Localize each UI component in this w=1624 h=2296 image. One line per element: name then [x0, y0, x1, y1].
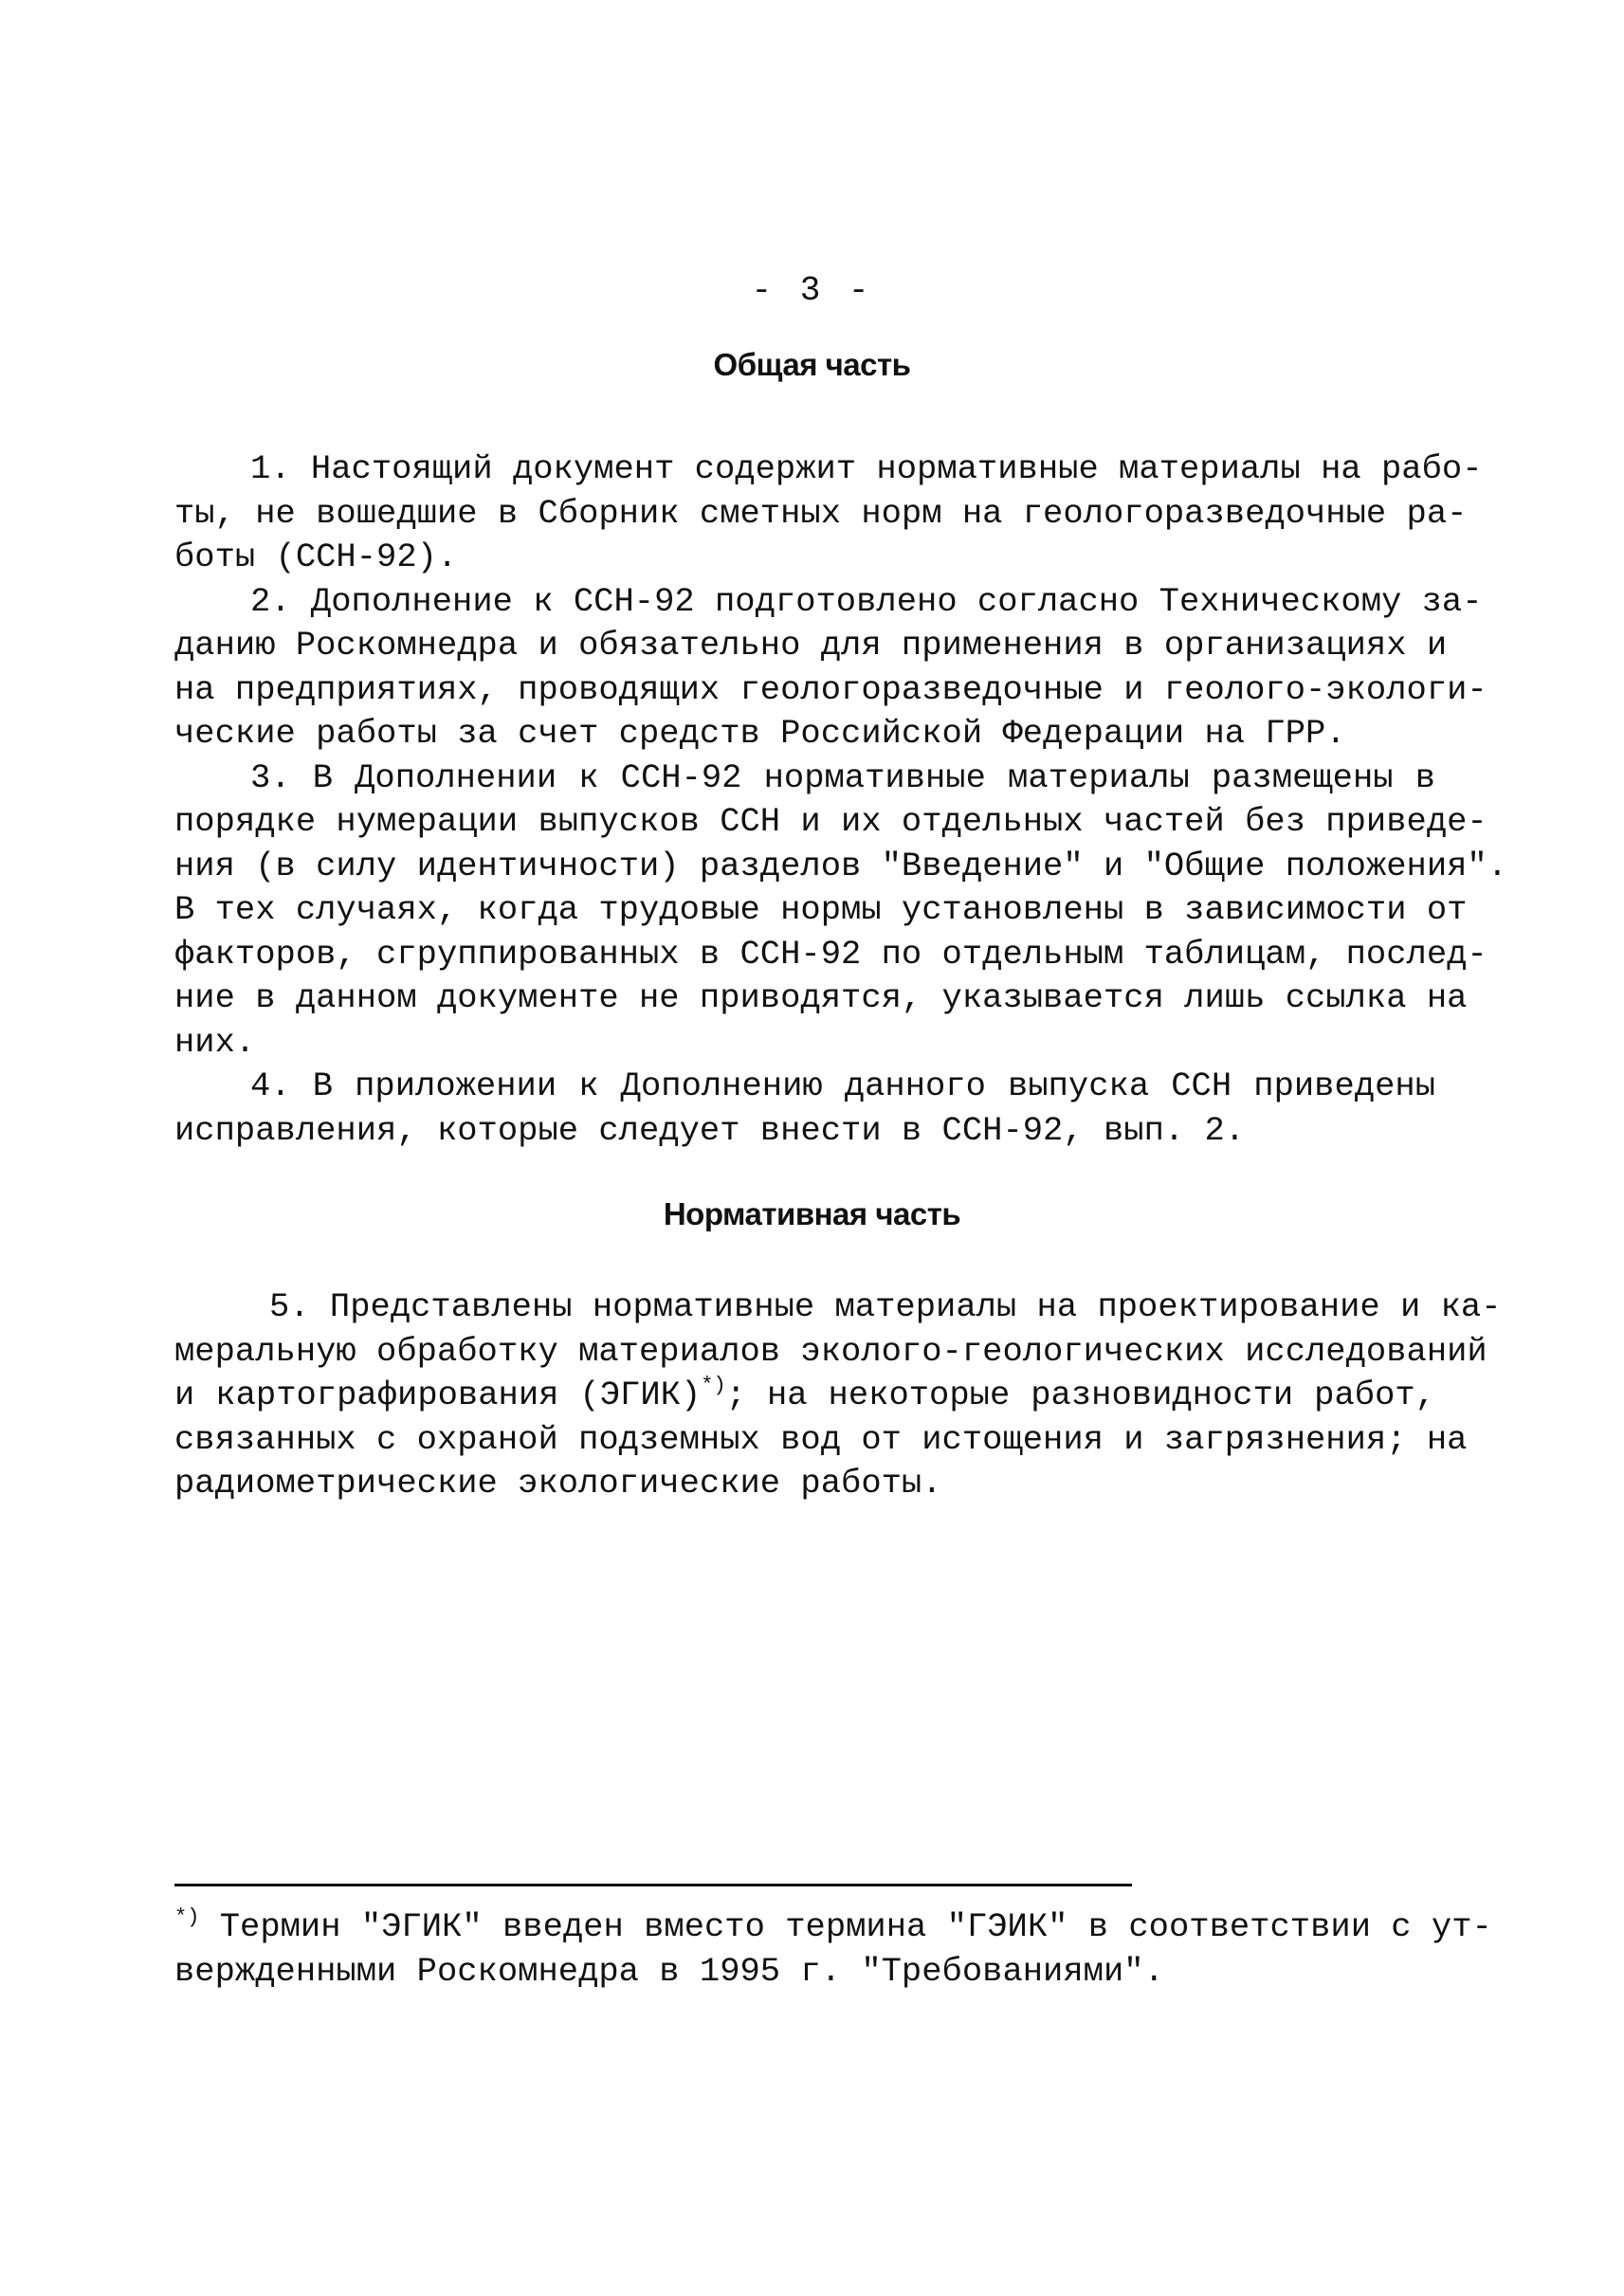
paragraph-3-line-3: ния (в силу идентичности) разделов "Введение" и "Общие положения". — [174, 846, 1508, 885]
heading-general-part: Общая часть — [713, 347, 911, 382]
paragraph-5-line-3 — [174, 1374, 1435, 1418]
footnote-line-1 — [174, 1905, 1492, 1950]
paragraph-4-line-2: исправления, которые следует внести в ССН-92, вып. 2. — [174, 1110, 1246, 1150]
paragraph-2-line-3: на предприятиях, проводящих геологоразведочные и геолого-экологи- — [174, 669, 1487, 709]
paragraph-5-line-5: радиометрические экологические работы. — [174, 1464, 942, 1503]
footnote-mark: *) — [174, 1905, 200, 1929]
heading-normative-part: Нормативная часть — [663, 1196, 961, 1231]
paragraph-2-line-4: ческие работы за счет средств Российской Федерации на ГРР. — [174, 714, 1346, 753]
footnote-reference-mark: *) — [701, 1374, 726, 1397]
normative-part-body — [174, 1285, 1502, 1506]
paragraph-2-line-2: данию Роскомнедра и обязательно для применения в организациях и — [174, 626, 1448, 665]
paragraph-3-line-7: них. — [174, 1022, 256, 1062]
general-part-body — [174, 447, 1508, 1153]
paragraph-1-line-2: ты, не вошедшие в Сборник сметных норм на геологоразведочные ра- — [174, 493, 1468, 533]
page-number: - 3 - — [751, 271, 873, 310]
footnote-line-2: вержденными Роскомнедра в 1995 г. "Требованиями". — [174, 1951, 1164, 1991]
paragraph-3-line-4: В тех случаях, когда трудовые нормы установлены в зависимости от — [174, 890, 1468, 929]
paragraph-5-line-1: 5. Представлены нормативные материалы на проектирование и ка- — [269, 1287, 1502, 1326]
paragraph-3-line-5: факторов, сгруппированных в ССН-92 по отдельным таблицам, послед- — [174, 934, 1487, 974]
paragraph-5-line-2: меральную обработку материалов эколого-геологических исследований — [174, 1331, 1487, 1371]
paragraph-3-line-6: ние в данном документе не приводятся, указывается лишь ссылка на — [174, 978, 1468, 1017]
paragraph-2-line-1: 2. Дополнение к ССН-92 подготовлено согласно Техническому за- — [250, 581, 1483, 621]
paragraph-5-line-4: связанных с охраной подземных вод от истощения и загрязнения; на — [174, 1419, 1468, 1459]
paragraph-1-line-1: 1. Настоящий документ содержит нормативные материалы на рабо- — [250, 449, 1483, 488]
paragraph-5-line-3-end: ; на некоторые разновидности работ, — [725, 1376, 1435, 1414]
footnote-line-1-text: Термин "ЭГИК" введен вместо термина "ГЭИК" в соответствии с ут- — [199, 1907, 1492, 1946]
footnote-separator — [174, 1884, 1132, 1886]
paragraph-3-line-1: 3. В Дополнении к ССН-92 нормативные материалы размещены в — [250, 757, 1435, 797]
paragraph-4-line-1: 4. В приложении к Дополнению данного выпуска ССН приведены — [250, 1066, 1435, 1105]
paragraph-3-line-2: порядке нумерации выпусков ССН и их отдельных частей без приведе- — [174, 802, 1487, 841]
footnote — [174, 1905, 1492, 1994]
paragraph-5-line-3-start: и картографирования (ЭГИК) — [174, 1376, 702, 1414]
paragraph-1-line-3: боты (ССН-92). — [174, 538, 458, 576]
